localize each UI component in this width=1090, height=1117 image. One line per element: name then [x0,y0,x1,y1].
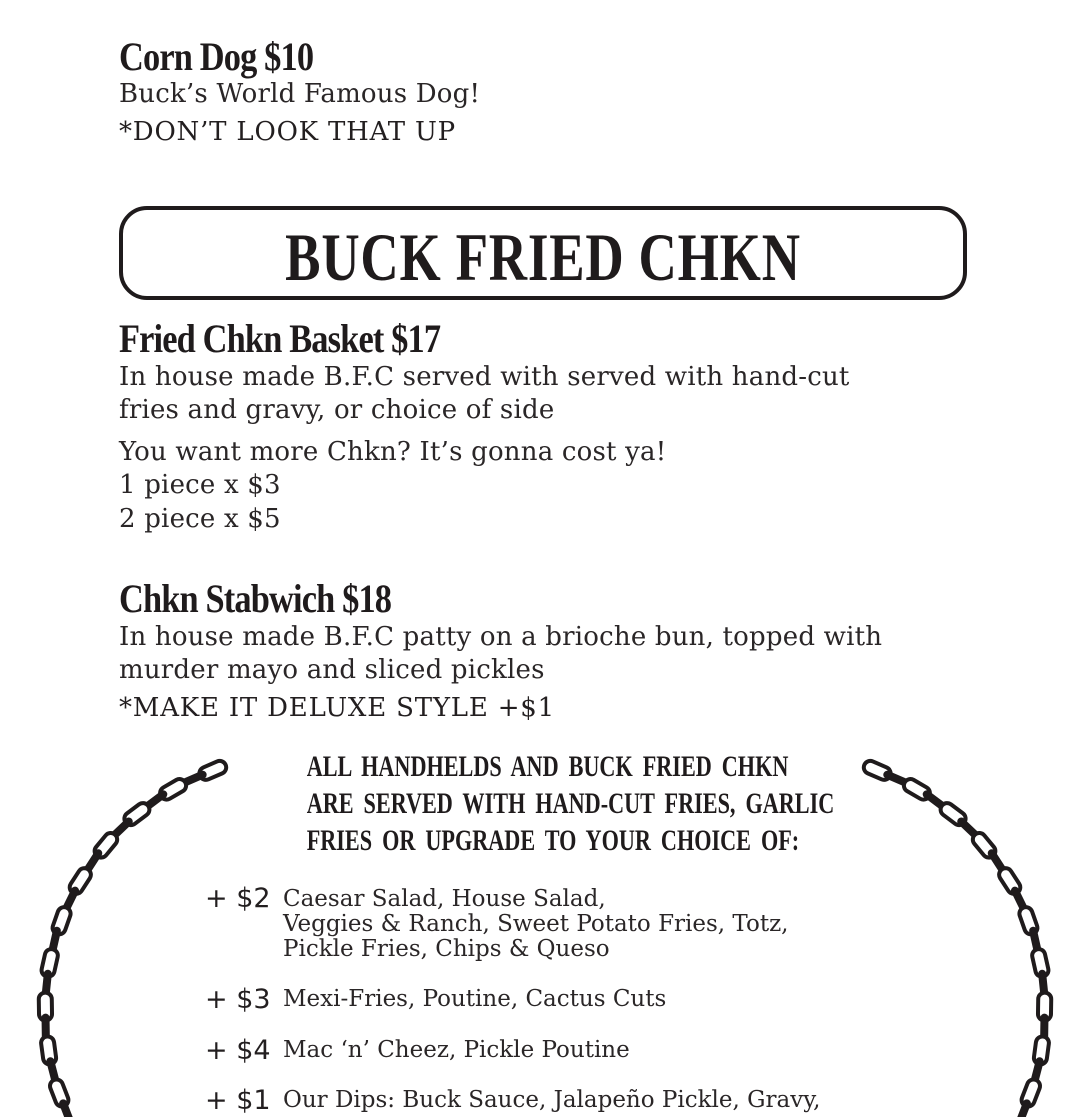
corn-dog-title: Corn Dog $10 [119,34,314,79]
corn-dog-note: *DON’T LOOK THAT UP [119,117,456,147]
upgrade-items-line: Caesar Salad, House Salad, [283,886,606,912]
upgrade-price: + $3 [205,984,271,1015]
upgrade-items-line: Veggies & Ranch, Sweet Potato Fries, Totz, [283,911,789,937]
upgrade-price: + $4 [205,1035,271,1066]
basket-title: Fried Chkn Basket $17 [119,316,441,361]
corn-dog-description: Buck’s World Famous Dog! [119,79,481,109]
upgrade-price: + $2 [205,883,271,914]
upgrade-items-line: Mexi-Fries, Poutine, Cactus Cuts [283,986,667,1012]
upgrade-items-line: Mac ‘n’ Cheez, Pickle Poutine [283,1037,630,1063]
basket-desc-line1: In house made B.F.C served with served with hand-cut [119,362,850,392]
right-chain-icon [862,759,1052,1117]
basket-extra-line2: 1 piece x $3 [119,470,281,500]
basket-extra-line3: 2 piece x $5 [119,504,281,534]
stabwich-desc-line2: murder mayo and sliced pickles [119,655,545,685]
upgrade-items-line: Pickle Fries, Chips & Queso [283,936,610,962]
basket-desc-line2: fries and gravy, or choice of side [119,395,555,425]
upgrade-price: + $1 [205,1085,271,1116]
upgrade-items-line: Our Dips: Buck Sauce, Jalapeño Pickle, Gravy, [283,1087,821,1113]
sides-notice-line2: ARE SERVED WITH HAND-CUT FRIES, GARLIC [306,787,835,820]
stabwich-desc-line1: In house made B.F.C patty on a brioche bun, topped with [119,622,883,652]
section-title: BUCK FRIED CHKN [285,219,801,295]
stabwich-title: Chkn Stabwich $18 [119,576,392,621]
sides-notice [230,748,835,859]
basket-extra-line1: You want more Chkn? It’s gonna cost ya! [119,437,667,467]
sides-notice-line3: FRIES OR UPGRADE TO YOUR CHOICE OF: [306,824,800,857]
sides-notice-line1: ALL HANDHELDS AND BUCK FRIED CHKN [306,750,789,783]
stabwich-note: *MAKE IT DELUXE STYLE +$1 [119,693,555,723]
section-banner [119,206,967,300]
left-chain-icon [39,759,229,1117]
